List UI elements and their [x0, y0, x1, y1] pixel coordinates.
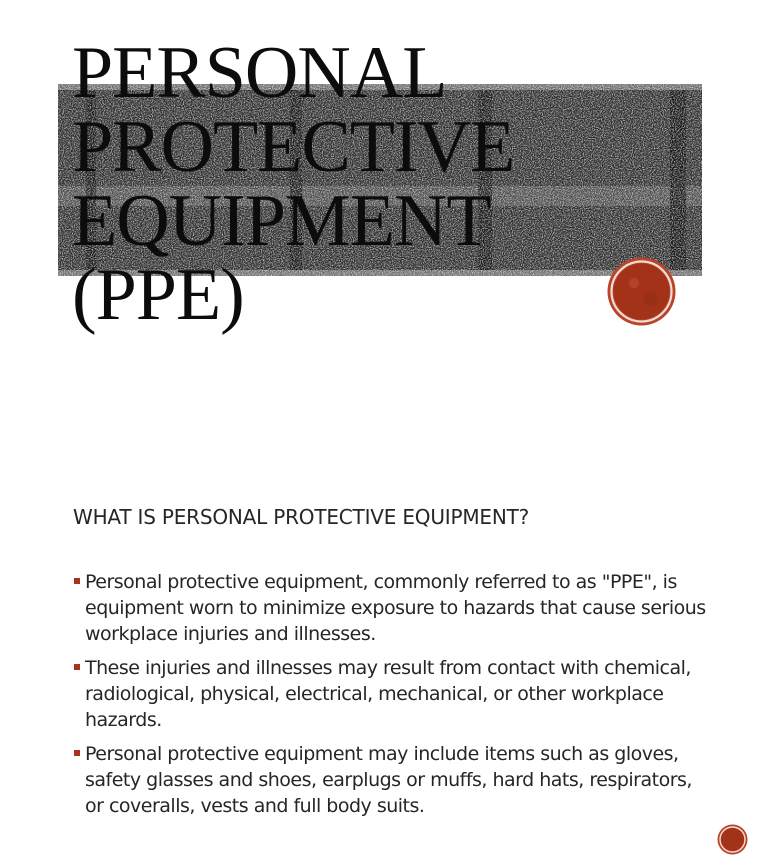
section-heading: WHAT IS PERSONAL PROTECTIVE EQUIPMENT? [73, 505, 530, 529]
bullet-text: Personal protective equipment, commonly referred to as "PPE", is equipment worn to minimize exposure to hazards that cause serious workplace injuries and illnesses. [85, 571, 706, 645]
wax-seal-icon [717, 824, 748, 855]
bullet-text: Personal protective equipment may include items such as gloves, safety glasses and shoes, earplugs or muffs, hard hats, respirators, or coveralls, vests and full body suits. [85, 743, 692, 817]
square-bullet-icon [74, 578, 80, 584]
list-item [73, 569, 713, 647]
wax-seal-icon [607, 257, 676, 326]
slide-title [72, 32, 672, 336]
square-bullet-icon [74, 750, 80, 756]
list-item [73, 655, 713, 733]
square-bullet-icon [74, 664, 80, 670]
title-line: PERSONAL [72, 32, 447, 114]
bullet-list [73, 569, 713, 827]
list-item [73, 741, 713, 819]
title-line: EQUIPMENT [72, 180, 491, 262]
title-line: (PPE) [72, 254, 244, 336]
title-line: PROTECTIVE [72, 106, 515, 188]
bullet-text: These injuries and illnesses may result from contact with chemical, radiological, physical, electrical, mechanical, or other workplace hazards. [85, 657, 691, 731]
